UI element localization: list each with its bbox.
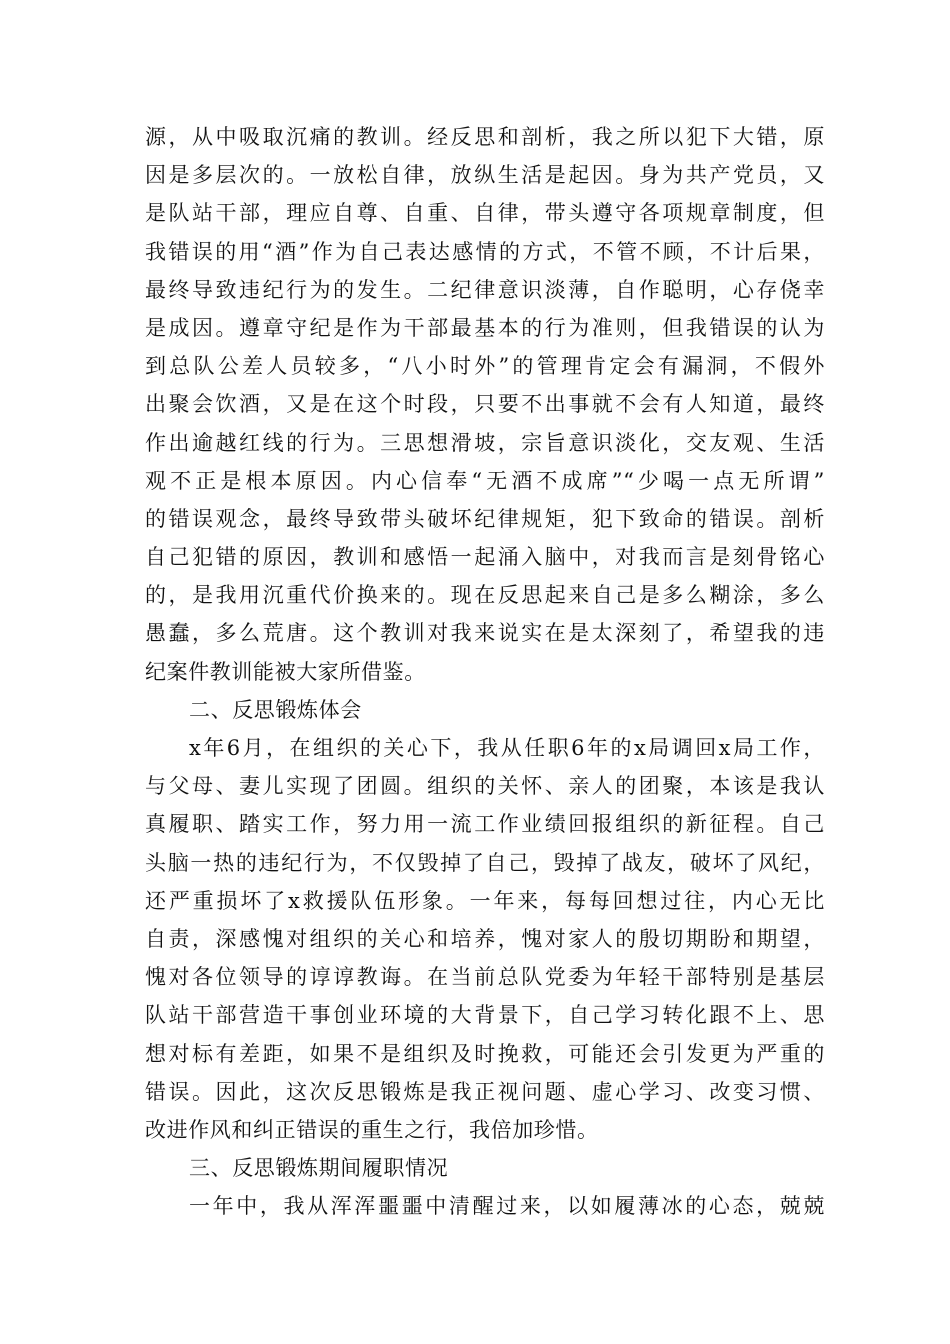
- text-line: 的错误观念，最终导致带头破坏纪律规矩，犯下致命的错误。剖析: [145, 506, 825, 531]
- text-line: 出聚会饮酒，又是在这个时段，只要不出事就不会有人知道，最终: [145, 392, 825, 417]
- text-line: 自责，深感愧对组织的关心和培养，愧对家人的殷切期盼和期望，: [145, 926, 825, 951]
- section-heading: 二、反思锻炼体会: [189, 697, 362, 722]
- text-line: 还严重损坏了x救援队伍形象。一年来，每每回想过往，内心无比: [145, 888, 825, 913]
- text-line: 源，从中吸取沉痛的教训。经反思和剖析，我之所以犯下大错，原: [145, 125, 825, 149]
- text-line: x年6月，在组织的关心下，我从任职6年的x局调回x局工作，: [189, 736, 825, 760]
- text-line: 真履职、踏实工作，努力用一流工作业绩回报组织的新征程。自己: [145, 812, 825, 837]
- text-line: 一年中，我从浑浑噩噩中清醒过来，以如履薄冰的心态，兢兢: [189, 1194, 825, 1219]
- text-line: 是队站干部，理应自尊、自重、自律，带头遵守各项规章制度，但: [145, 201, 825, 226]
- text-line: 队站干部营造干事创业环境的大背景下，自己学习转化跟不上、思: [145, 1003, 825, 1028]
- text-line: 我错误的用“酒”作为自己表达感情的方式，不管不顾，不计后果，: [145, 239, 825, 264]
- text-line: 是成因。遵章守纪是作为干部最基本的行为准则，但我错误的认为: [145, 315, 825, 340]
- text-line: 愧对各位领导的谆谆教诲。在当前总队党委为年轻干部特别是基层: [145, 965, 825, 990]
- text-line: 自己犯错的原因，教训和感悟一起涌入脑中，对我而言是刻骨铭心: [145, 545, 825, 570]
- document-body: [145, 118, 825, 1225]
- text-line: 观不正是根本原因。内心信奉“无酒不成席”“少喝一点无所谓”: [145, 468, 825, 493]
- text-line: 与父母、妻儿实现了团圆。组织的关怀、亲人的团聚，本该是我认: [145, 774, 825, 799]
- text-line: 愚蠢，多么荒唐。这个教训对我来说实在是太深刻了，希望我的违: [145, 621, 825, 646]
- text-line: 头脑一热的违纪行为，不仅毁掉了自己，毁掉了战友，破坏了风纪，: [145, 850, 825, 875]
- section-heading: 三、反思锻炼期间履职情况: [189, 1156, 449, 1181]
- text-line: 因是多层次的。一放松自律，放纵生活是起因。身为共产党员，又: [145, 163, 825, 188]
- text-line: 错误。因此，这次反思锻炼是我正视问题、虚心学习、改变习惯、: [145, 1079, 825, 1104]
- text-line: 的，是我用沉重代价换来的。现在反思起来自己是多么糊涂，多么: [145, 583, 825, 608]
- text-line: 到总队公差人员较多，“八小时外”的管理肯定会有漏洞，不假外: [145, 354, 825, 379]
- text-line: 最终导致违纪行为的发生。二纪律意识淡薄，自作聪明，心存侥幸: [145, 277, 825, 302]
- text-line: 想对标有差距，如果不是组织及时挽救，可能还会引发更为严重的: [145, 1041, 825, 1066]
- text-line: 改进作风和纠正错误的重生之行，我倍加珍惜。: [145, 1117, 599, 1142]
- text-line: 纪案件教训能被大家所借鉴。: [145, 659, 426, 684]
- text-line: 作出逾越红线的行为。三思想滑坡，宗旨意识淡化，交友观、生活: [145, 430, 825, 455]
